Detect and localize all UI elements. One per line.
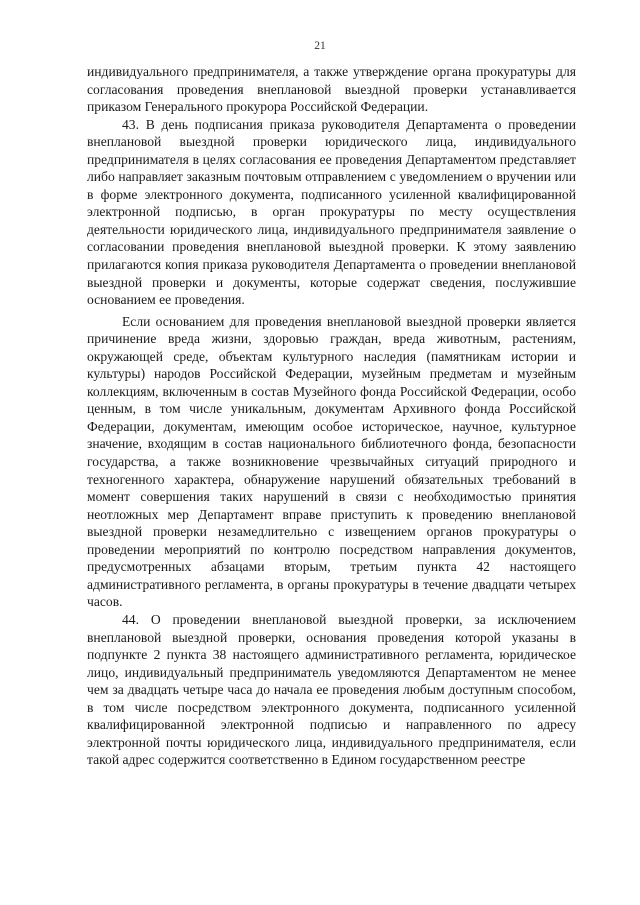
paragraph-item-44: 44. О проведении внеплановой выездной проверки, за исключением внеплановой выездной проверки, основания проведения которой указаны в подпункте 2 пункта 38 настоящего административного регламента, юридическое лицо, индивидуальный предприниматель уведомляются Департаментом не менее чем за двадцать четыре часа до начала ее проведения любым доступным способом, в том числе посредством электронного документа, подписанного усиленной квалифицированной электронной подписью и направленного по адресу электронной почты юридического лица, индивидуального предпринимателя, если такой адрес содержится соответственно в Едином государственном реестре [87,611,576,768]
paragraph-emergency-grounds: Если основанием для проведения внеплановой выездной проверки является причинение вреда жизни, здоровью граждан, вреда животным, растениям, окружающей среде, объектам культурного наследия (памятникам истории и культуры) народов Российской Федерации, музейным предметам и музейным коллекциям, включенным в состав Музейного фонда Российской Федерации, особо ценным, в том числе уникальным, документам Архивного фонда Российской Федерации, документам, имеющим особое историческое, научное, культурное значение, входящим в состав национального библиотечного фонда, безопасности государства, а также возникновение чрезвычайных ситуаций природного и техногенного характера, обнаружение нарушений обязательных требований в момент совершения таких нарушений в связи с необходимостью принятия неотложных мер Департамент вправе приступить к проведению внеплановой выездной проверки незамедлительно с извещением органов прокуратуры о проведении мероприятий по контролю посредством направления документов, предусмотренных абзацами вторым, третьим пункта 42 настоящего административного регламента, в органы прокуратуры в течение двадцати четырех часов. [87,313,576,610]
paragraph-continued: индивидуального предпринимателя, а также утверждение органа прокуратуры для согласования проведения внеплановой выездной проверки устанавливается приказом Генерального прокурора Российской Федерации. [87,64,576,115]
document-body [87,63,576,769]
paragraph-item-43: 43. В день подписания приказа руководителя Департамента о проведении внеплановой выездной проверки юридического лица, индивидуального предпринимателя в целях согласования ее проведения Департаментом представляет либо направляет заказным почтовым отправлением с уведомлением о вручении или в форме электронного документа, подписанного усиленной квалифицированной электронной подписью, в орган прокуратуры по месту осуществления деятельности юридического лица, индивидуального предпринимателя заявление о согласовании проведения внеплановой выездной проверки. К этому заявлению прилагаются копия приказа руководителя Департамента о проведении внеплановой выездной проверки и документы, которые содержат сведения, послужившие основанием ее проведения. [87,116,576,308]
page-number: 21 [314,40,326,52]
